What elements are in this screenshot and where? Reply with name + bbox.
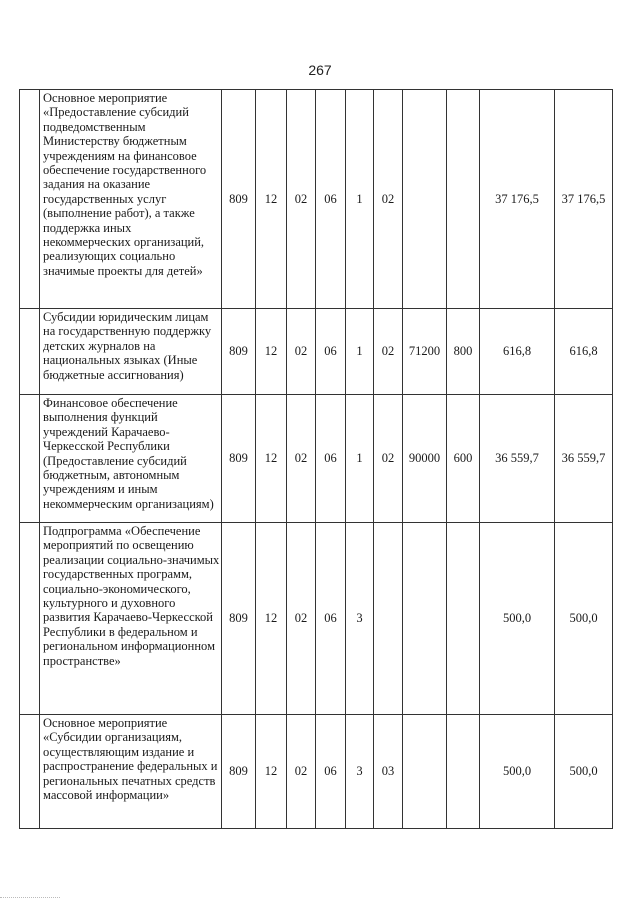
expense-type-cell: 600 bbox=[447, 395, 480, 523]
direction-code-cell bbox=[403, 715, 447, 829]
ministry-code-cell: 809 bbox=[222, 395, 256, 523]
table-row bbox=[20, 90, 613, 309]
budget-table bbox=[19, 89, 613, 829]
scan-artifact-line bbox=[0, 897, 60, 899]
expense-type-cell bbox=[447, 90, 480, 309]
amount-cell-1: 500,0 bbox=[480, 523, 555, 715]
activity-code-cell bbox=[374, 523, 403, 715]
program-code-cell: 06 bbox=[316, 715, 346, 829]
activity-code-cell: 02 bbox=[374, 395, 403, 523]
blank-cell bbox=[20, 309, 40, 395]
item-name-cell: Основное мероприятие «Предоставление субсидий подведомственным Министерству бюджетным учреждениям на финансовое обеспечение государственного задания на оказание государственных услуг (выполнение работ), а также поддержка иных некоммерческих организаций, реализующих социально значимые проекты для детей» bbox=[40, 90, 222, 309]
program-code-cell: 06 bbox=[316, 90, 346, 309]
section-code-cell: 12 bbox=[256, 395, 287, 523]
blank-cell bbox=[20, 715, 40, 829]
expense-type-cell bbox=[447, 715, 480, 829]
section-code-cell: 12 bbox=[256, 309, 287, 395]
ministry-code-cell: 809 bbox=[222, 715, 256, 829]
activity-code-cell: 02 bbox=[374, 309, 403, 395]
program-code-cell: 06 bbox=[316, 523, 346, 715]
ministry-code-cell: 809 bbox=[222, 523, 256, 715]
direction-code-cell bbox=[403, 90, 447, 309]
item-name-cell: Субсидии юридическим лицам на государственную поддержку детских журналов на национальных языках (Иные бюджетные ассигнования) bbox=[40, 309, 222, 395]
blank-cell bbox=[20, 395, 40, 523]
subprogram-code-cell: 3 bbox=[346, 523, 374, 715]
amount-cell-1: 500,0 bbox=[480, 715, 555, 829]
section-code-cell: 12 bbox=[256, 90, 287, 309]
table-row bbox=[20, 395, 613, 523]
blank-cell bbox=[20, 523, 40, 715]
direction-code-cell bbox=[403, 523, 447, 715]
table-row bbox=[20, 715, 613, 829]
table-row bbox=[20, 309, 613, 395]
activity-code-cell: 02 bbox=[374, 90, 403, 309]
subsection-code-cell: 02 bbox=[287, 90, 316, 309]
direction-code-cell: 90000 bbox=[403, 395, 447, 523]
amount-cell-1: 37 176,5 bbox=[480, 90, 555, 309]
subsection-code-cell: 02 bbox=[287, 523, 316, 715]
ministry-code-cell: 809 bbox=[222, 309, 256, 395]
subsection-code-cell: 02 bbox=[287, 309, 316, 395]
item-name-cell: Финансовое обеспечение выполнения функций учреждений Карачаево-Черкесской Республики (Предоставление субсидий бюджетным, автономным учреждениям и иным некоммерческим организациям) bbox=[40, 395, 222, 523]
amount-cell-2: 500,0 bbox=[555, 523, 613, 715]
amount-cell-1: 36 559,7 bbox=[480, 395, 555, 523]
subprogram-code-cell: 1 bbox=[346, 90, 374, 309]
program-code-cell: 06 bbox=[316, 309, 346, 395]
ministry-code-cell: 809 bbox=[222, 90, 256, 309]
direction-code-cell: 71200 bbox=[403, 309, 447, 395]
amount-cell-2: 36 559,7 bbox=[555, 395, 613, 523]
page-number: 267 bbox=[308, 62, 332, 78]
table-row bbox=[20, 523, 613, 715]
item-name-cell: Основное мероприятие «Субсидии организациям, осуществляющим издание и распространение федеральных и региональных печатных средств массовой информации» bbox=[40, 715, 222, 829]
expense-type-cell bbox=[447, 523, 480, 715]
activity-code-cell: 03 bbox=[374, 715, 403, 829]
item-name-cell: Подпрограмма «Обеспечение мероприятий по освещению реализации социально-значимых государственных программ, социально-экономического, культурного и духовного развития Карачаево-Черкесской Республики в федеральном и региональном информационном пространстве» bbox=[40, 523, 222, 715]
subsection-code-cell: 02 bbox=[287, 395, 316, 523]
subprogram-code-cell: 1 bbox=[346, 395, 374, 523]
section-code-cell: 12 bbox=[256, 715, 287, 829]
section-code-cell: 12 bbox=[256, 523, 287, 715]
subsection-code-cell: 02 bbox=[287, 715, 316, 829]
program-code-cell: 06 bbox=[316, 395, 346, 523]
expense-type-cell: 800 bbox=[447, 309, 480, 395]
amount-cell-1: 616,8 bbox=[480, 309, 555, 395]
subprogram-code-cell: 3 bbox=[346, 715, 374, 829]
subprogram-code-cell: 1 bbox=[346, 309, 374, 395]
amount-cell-2: 616,8 bbox=[555, 309, 613, 395]
blank-cell bbox=[20, 90, 40, 309]
amount-cell-2: 37 176,5 bbox=[555, 90, 613, 309]
amount-cell-2: 500,0 bbox=[555, 715, 613, 829]
